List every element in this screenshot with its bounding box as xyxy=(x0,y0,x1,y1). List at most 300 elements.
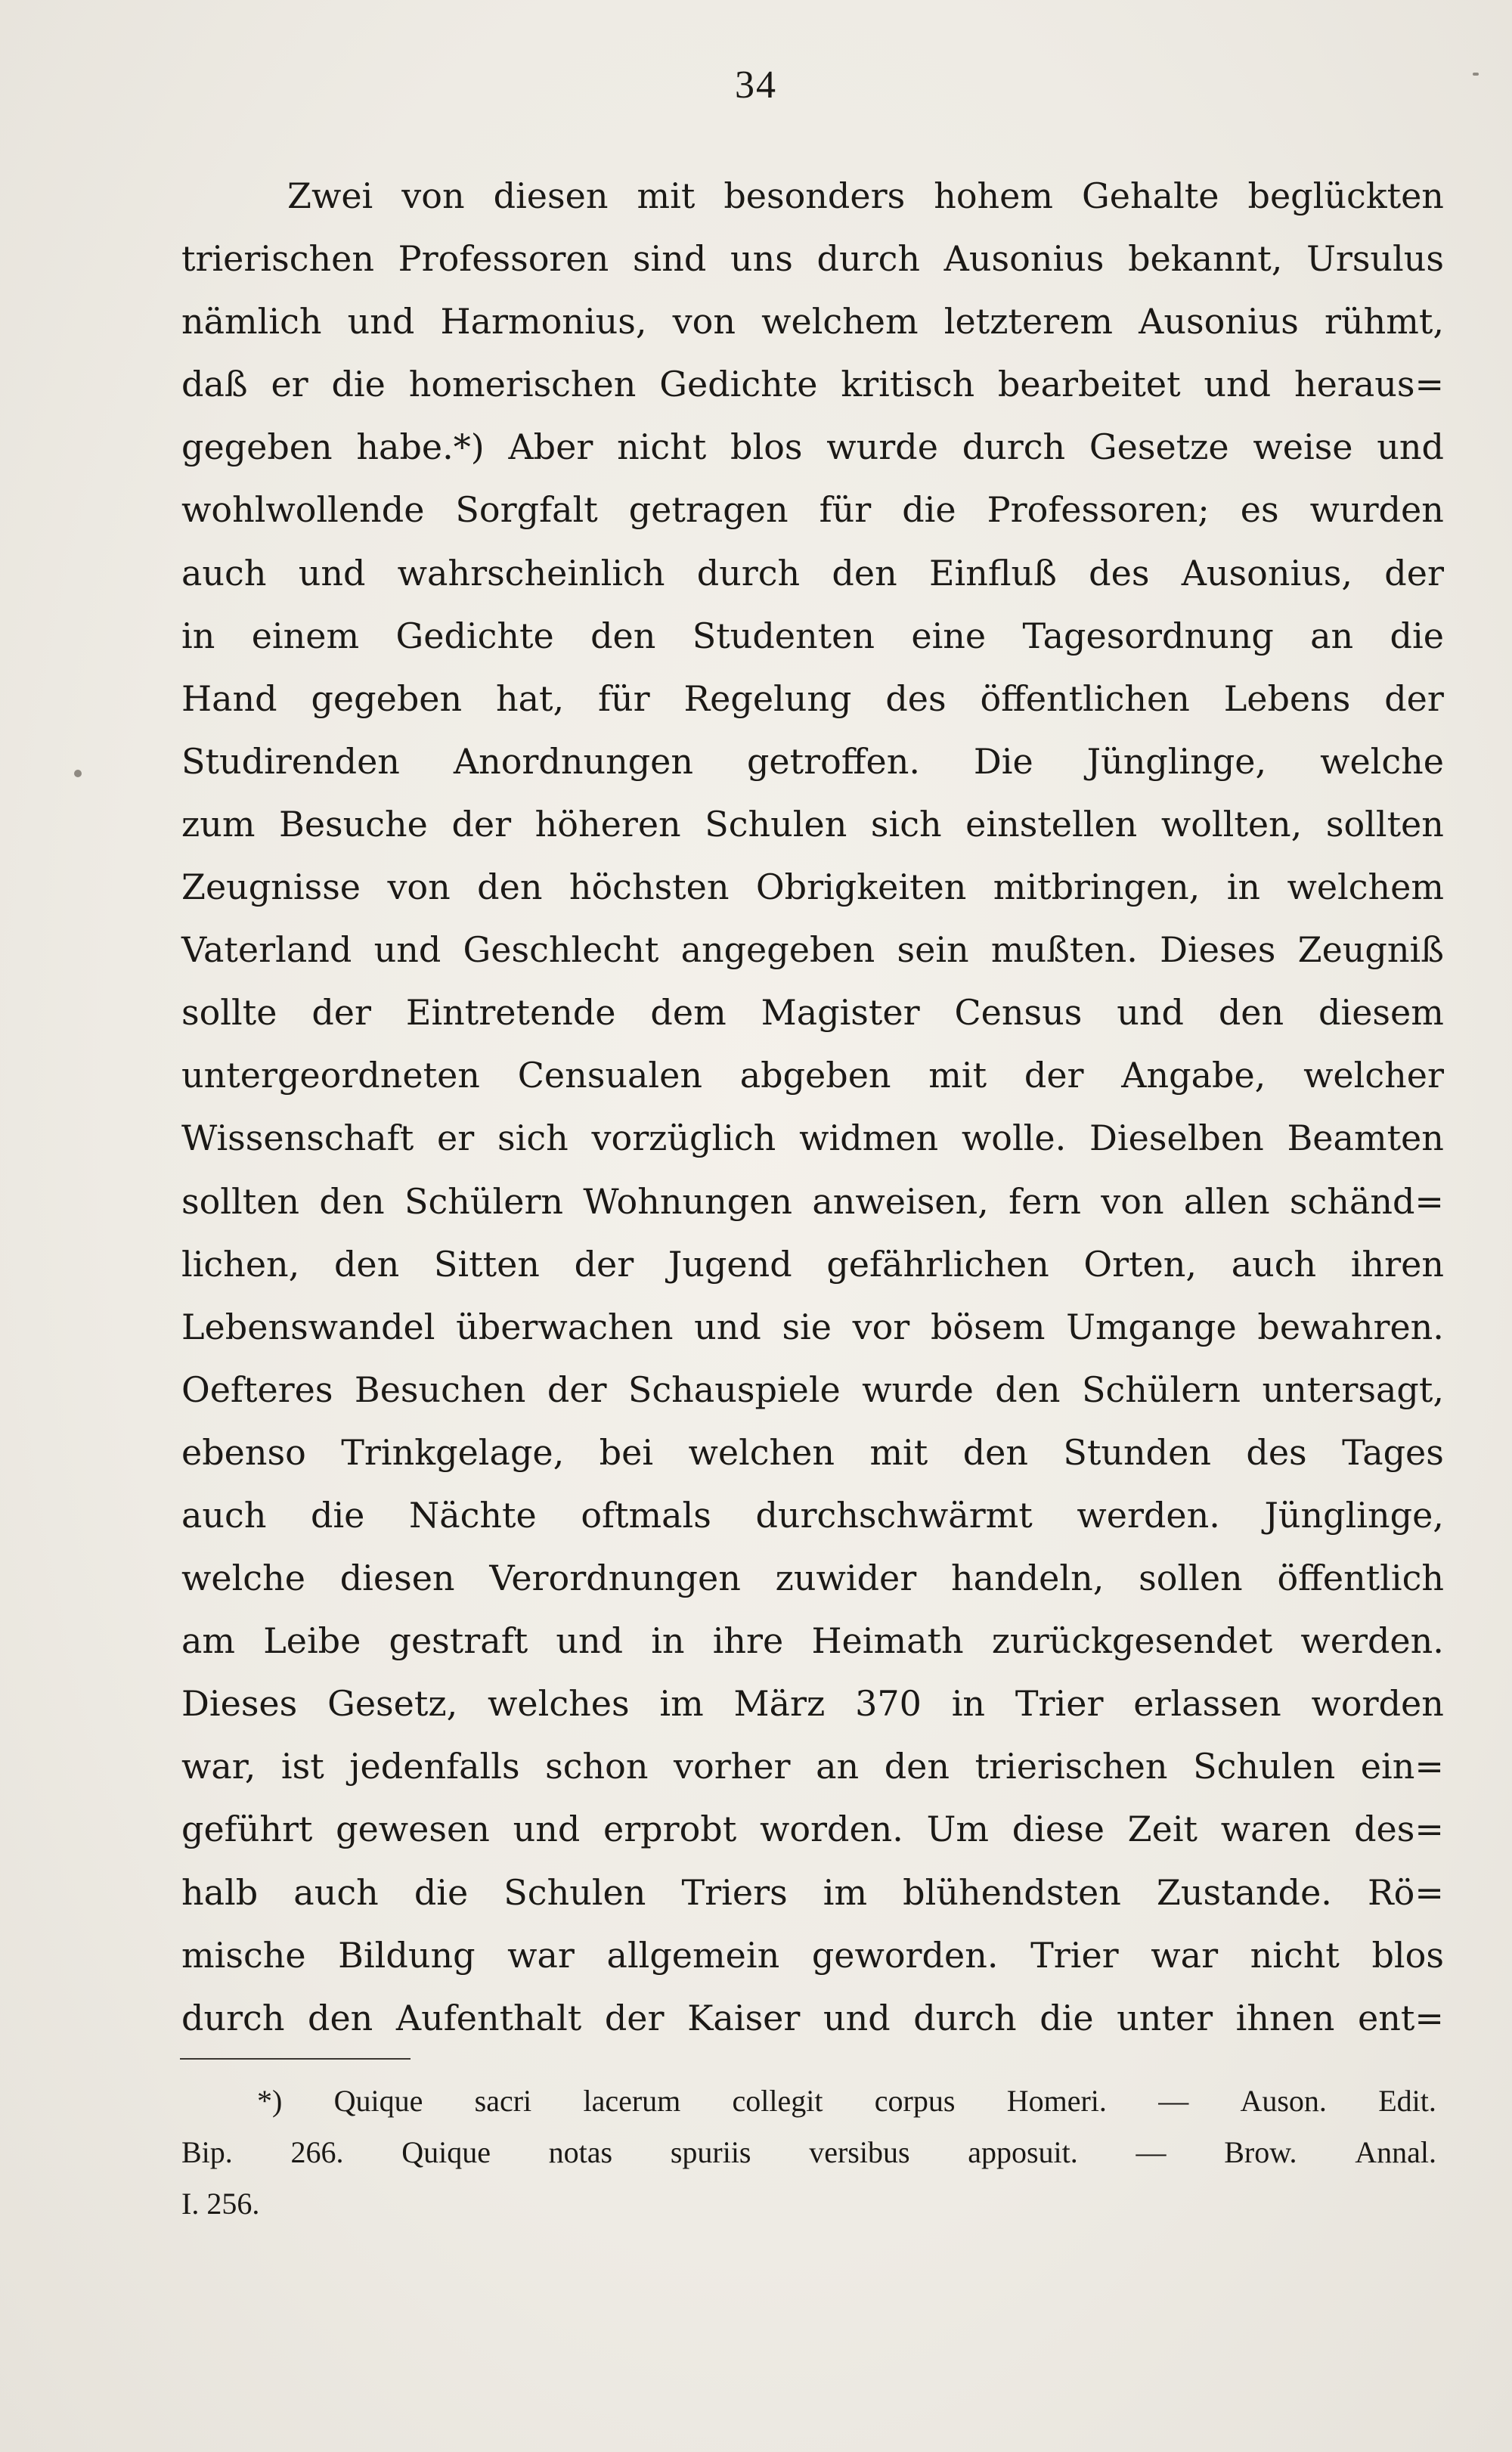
word: Professoren; xyxy=(987,489,1210,531)
word: Jugend xyxy=(668,1243,792,1285)
word: Um xyxy=(926,1809,990,1850)
text-line xyxy=(181,165,1444,228)
word: beglückten xyxy=(1247,175,1444,216)
text-line xyxy=(181,1547,1444,1610)
word: Lebenswandel xyxy=(181,1306,435,1347)
text-line xyxy=(181,668,1444,730)
word: einstellen xyxy=(965,803,1138,845)
word: Kaiser xyxy=(687,1997,801,2038)
paper-speck xyxy=(1473,73,1479,76)
word: höchsten xyxy=(569,866,730,908)
word: der xyxy=(1384,552,1444,594)
word: ist xyxy=(280,1746,324,1787)
word: die xyxy=(414,1871,469,1913)
word: welche xyxy=(1320,740,1444,782)
word: ent= xyxy=(1357,1997,1444,2038)
word: bösem xyxy=(930,1306,1046,1347)
text-line xyxy=(181,1296,1444,1359)
word: bearbeitet xyxy=(997,364,1181,405)
word: wurde xyxy=(862,1369,974,1410)
word: Quique xyxy=(333,2084,423,2118)
word: den xyxy=(308,1997,373,2038)
text-line xyxy=(181,856,1444,919)
text-line xyxy=(181,1170,1444,1233)
word: von xyxy=(672,301,736,343)
word: wahrscheinlich xyxy=(397,552,665,594)
word: schon xyxy=(545,1746,649,1787)
word: er xyxy=(436,1118,475,1159)
word: der xyxy=(451,803,512,845)
word: Trinkgelage, xyxy=(341,1431,565,1473)
word: und xyxy=(823,1997,891,2038)
word: blos xyxy=(730,426,803,468)
word: für xyxy=(819,489,872,531)
word: Heimath xyxy=(811,1620,964,1662)
word: halb xyxy=(181,1871,259,1913)
word: gestraft xyxy=(389,1620,528,1662)
word: des= xyxy=(1354,1809,1444,1850)
word: Die xyxy=(973,740,1033,782)
word: mitbringen, xyxy=(993,866,1201,908)
word: Jünglinge, xyxy=(1264,1494,1444,1536)
word: Oefteres xyxy=(181,1369,333,1410)
text-line xyxy=(181,416,1444,479)
word: in xyxy=(651,1620,685,1662)
word: am xyxy=(181,1620,236,1662)
word: Obrigkeiten xyxy=(755,866,967,908)
word: anweisen, xyxy=(812,1180,989,1222)
word: Harmonius, xyxy=(440,301,647,343)
word: vorher xyxy=(674,1746,791,1787)
text-line xyxy=(181,1610,1444,1672)
word: dem xyxy=(650,992,727,1034)
word: Trier xyxy=(1015,1683,1104,1725)
word: durch xyxy=(696,552,801,594)
word: Annal. xyxy=(1355,2135,1436,2169)
word: den xyxy=(319,1180,385,1222)
word: auch xyxy=(293,1871,379,1913)
word: Schülern xyxy=(1081,1369,1241,1410)
word: März xyxy=(733,1683,826,1725)
word: bei xyxy=(599,1431,654,1473)
text-line xyxy=(181,1924,1444,1987)
word: oftmals xyxy=(581,1494,711,1536)
word: ihren xyxy=(1350,1243,1444,1285)
word: nämlich xyxy=(181,301,322,343)
word: abgeben xyxy=(739,1055,891,1096)
text-line xyxy=(181,1044,1444,1107)
word: auch xyxy=(181,552,267,594)
word: gefährlichen xyxy=(826,1243,1049,1285)
word: Leibe xyxy=(263,1620,361,1662)
text-line xyxy=(181,479,1444,541)
word: Edit. xyxy=(1378,2084,1436,2118)
word: Dieses xyxy=(181,1683,298,1725)
word: Quique xyxy=(401,2135,491,2169)
word: Trier xyxy=(1030,1934,1119,1976)
word: widmen xyxy=(799,1118,939,1159)
word: durch xyxy=(913,1997,1017,2038)
word: an xyxy=(816,1746,860,1787)
word: Schulen xyxy=(503,1871,646,1913)
word: Gesetz, xyxy=(327,1683,458,1725)
word: öffentlichen xyxy=(980,677,1190,719)
word: sich xyxy=(870,803,942,845)
word: wohlwollende xyxy=(181,489,425,531)
word: Ausonius xyxy=(1139,301,1299,343)
word: Anordnungen xyxy=(453,740,694,782)
word: sollten xyxy=(181,1180,300,1222)
text-line xyxy=(181,1421,1444,1484)
text-line xyxy=(181,730,1444,793)
word: diesen xyxy=(493,175,609,216)
word: — xyxy=(1136,2135,1167,2169)
word: blühendsten xyxy=(903,1871,1121,1913)
word: Zeit xyxy=(1127,1809,1198,1850)
word: ihnen xyxy=(1235,1997,1335,2038)
word: sollten xyxy=(1325,803,1444,845)
word: Gedichte xyxy=(395,615,554,656)
word: heraus= xyxy=(1294,364,1444,405)
word: Rö= xyxy=(1368,1871,1444,1913)
footnote-line xyxy=(181,2075,1436,2127)
text-line xyxy=(181,1672,1444,1735)
word: war, xyxy=(181,1746,256,1787)
word: an xyxy=(1310,615,1354,656)
word: den xyxy=(832,552,897,594)
word: Gehalte xyxy=(1082,175,1219,216)
text-line xyxy=(181,542,1444,605)
word: in xyxy=(181,615,215,656)
word: diesem xyxy=(1318,992,1444,1034)
word: Magister xyxy=(761,992,920,1034)
word: Orten, xyxy=(1083,1243,1198,1285)
word: getroffen. xyxy=(746,740,920,782)
text-line xyxy=(181,290,1444,353)
word: werden. xyxy=(1300,1620,1444,1662)
word: Lebens xyxy=(1223,677,1351,719)
word: Sorgfalt xyxy=(455,489,598,531)
word: sind xyxy=(632,238,707,280)
text-line xyxy=(181,1107,1444,1170)
word: lichen, xyxy=(181,1243,300,1285)
word: und xyxy=(513,1809,581,1850)
word: der xyxy=(604,1997,665,2038)
word: des xyxy=(1089,552,1150,594)
word: Aufenthalt xyxy=(395,1997,582,2038)
word: Ausonius xyxy=(943,238,1105,280)
word: 266. xyxy=(290,2135,344,2169)
word: der xyxy=(574,1243,634,1285)
word: er xyxy=(271,364,308,405)
word: die xyxy=(1040,1997,1094,2038)
word: sein xyxy=(897,929,969,971)
word: habe.*) xyxy=(356,426,485,468)
word: des xyxy=(885,677,947,719)
word: trierischen xyxy=(974,1746,1168,1787)
text-line xyxy=(181,919,1444,981)
word: gegeben xyxy=(181,426,333,468)
word: sollen xyxy=(1139,1558,1243,1599)
word: auch xyxy=(181,1494,267,1536)
text-line xyxy=(181,1484,1444,1547)
word: auch xyxy=(1231,1243,1317,1285)
word: daß xyxy=(181,364,248,405)
word: schänd= xyxy=(1289,1180,1444,1222)
word: Wissenschaft xyxy=(181,1118,414,1159)
word: und xyxy=(298,552,366,594)
word: Zwei xyxy=(287,175,373,216)
word: im xyxy=(823,1871,868,1913)
word: Hand xyxy=(181,677,277,719)
footnote-line: I. 256. xyxy=(181,2187,260,2221)
word: erprobt xyxy=(603,1809,737,1850)
text-line xyxy=(181,793,1444,856)
word: worden xyxy=(1311,1683,1444,1725)
word: corpus xyxy=(874,2084,956,2118)
word: Nächte xyxy=(408,1494,537,1536)
word: für xyxy=(598,677,650,719)
word: Schülern xyxy=(404,1180,564,1222)
word: und xyxy=(694,1306,761,1347)
word: ein= xyxy=(1360,1746,1444,1787)
word: sie xyxy=(782,1306,832,1347)
word: zurückgesendet xyxy=(991,1620,1273,1662)
word: apposuit. xyxy=(968,2135,1078,2169)
word: Census xyxy=(954,992,1083,1034)
word: diese xyxy=(1012,1809,1105,1850)
word: geworden. xyxy=(811,1934,999,1976)
text-line xyxy=(181,1987,1444,2050)
word: Bip. xyxy=(181,2135,233,2169)
word: die xyxy=(1390,615,1444,656)
word: öffentlich xyxy=(1277,1558,1444,1599)
word: mit xyxy=(869,1431,928,1473)
word: Homeri. xyxy=(1006,2084,1107,2118)
word: ebenso xyxy=(181,1431,306,1473)
word: Brow. xyxy=(1224,2135,1297,2169)
word: überwachen xyxy=(456,1306,674,1347)
word: spuriis xyxy=(670,2135,751,2169)
word: Ausonius, xyxy=(1181,552,1353,594)
text-line xyxy=(181,1798,1444,1861)
word: Zeugniß xyxy=(1297,929,1444,971)
body-text xyxy=(181,165,1444,2050)
word: Sitten xyxy=(433,1243,540,1285)
word: durch xyxy=(181,1997,285,2038)
word: versibus xyxy=(809,2135,910,2169)
word: den xyxy=(590,615,656,656)
word: handeln, xyxy=(951,1558,1105,1599)
word: wurden xyxy=(1309,489,1444,531)
word: durch xyxy=(962,426,1066,468)
text-line xyxy=(181,228,1444,290)
word: Censualen xyxy=(517,1055,702,1096)
word: es xyxy=(1240,489,1279,531)
word: Tages xyxy=(1342,1431,1444,1473)
word: Tagesordnung xyxy=(1022,615,1274,656)
word: uns xyxy=(730,238,793,280)
word: zum xyxy=(181,803,256,845)
word: sacri xyxy=(474,2084,532,2118)
word: Verordnungen xyxy=(489,1558,741,1599)
word: letzterem xyxy=(943,301,1113,343)
word: im xyxy=(659,1683,704,1725)
footnote-divider xyxy=(180,2058,411,2060)
word: Studenten xyxy=(692,615,875,656)
word: den xyxy=(962,1431,1028,1473)
word: mit xyxy=(637,175,696,216)
text-line xyxy=(181,1735,1444,1798)
word: unter xyxy=(1117,1997,1213,2038)
word: Stunden xyxy=(1063,1431,1211,1473)
word: den xyxy=(884,1746,950,1787)
word: Dieses xyxy=(1160,929,1276,971)
word: weise xyxy=(1253,426,1353,468)
word: diesen xyxy=(339,1558,455,1599)
word: Umgange xyxy=(1066,1306,1237,1347)
word: sollte xyxy=(181,992,277,1034)
word: und xyxy=(373,929,442,971)
word: Vaterland xyxy=(181,929,352,971)
word: den xyxy=(995,1369,1061,1410)
word: Beamten xyxy=(1287,1118,1444,1159)
word: Dieselben xyxy=(1089,1118,1264,1159)
word: Schulen xyxy=(1193,1746,1336,1787)
word: kritisch xyxy=(841,364,975,405)
text-line xyxy=(181,1359,1444,1421)
word: die xyxy=(902,489,956,531)
word: mit xyxy=(928,1055,987,1096)
word: den xyxy=(333,1243,400,1285)
word: höheren xyxy=(534,803,681,845)
footnote-line xyxy=(181,2127,1436,2178)
word: Gesetze xyxy=(1089,426,1229,468)
word: rühmt, xyxy=(1325,301,1444,343)
word: wollten, xyxy=(1160,803,1303,845)
word: Professoren xyxy=(398,238,609,280)
word: Regelung xyxy=(683,677,852,719)
word: hat, xyxy=(495,677,565,719)
word: des xyxy=(1246,1431,1307,1473)
word: Einfluß xyxy=(928,552,1057,594)
word: den xyxy=(477,866,543,908)
word: bewahren. xyxy=(1257,1306,1444,1347)
word: die xyxy=(311,1494,365,1536)
word: getragen xyxy=(628,489,789,531)
word: gewesen xyxy=(336,1809,490,1850)
word: jedenfalls xyxy=(349,1746,520,1787)
word: welchem xyxy=(761,301,919,343)
word: mische xyxy=(181,1934,306,1976)
word: zuwider xyxy=(775,1558,917,1599)
word: waren xyxy=(1220,1809,1331,1850)
word: in xyxy=(1226,866,1261,908)
word: Besuche xyxy=(279,803,428,845)
word: allgemein xyxy=(606,1934,780,1976)
word: Gedichte xyxy=(659,364,818,405)
footnote xyxy=(181,2075,1436,2230)
word: von xyxy=(401,175,465,216)
word: gegeben xyxy=(311,677,463,719)
text-line xyxy=(181,981,1444,1044)
word: von xyxy=(1101,1180,1164,1222)
word: fern xyxy=(1009,1180,1081,1222)
word: Auson. xyxy=(1240,2084,1327,2118)
word: welchem xyxy=(1287,866,1444,908)
word: in xyxy=(951,1683,986,1725)
word: eine xyxy=(911,615,987,656)
word: vor xyxy=(852,1306,910,1347)
word: collegit xyxy=(732,2084,823,2118)
word: von xyxy=(387,866,451,908)
word: und xyxy=(1117,992,1184,1034)
word: Besuchen xyxy=(354,1369,526,1410)
word: der xyxy=(547,1369,607,1410)
word: lacerum xyxy=(583,2084,681,2118)
word: Geschlecht xyxy=(463,929,659,971)
word: werden. xyxy=(1077,1494,1220,1536)
word: Studirenden xyxy=(181,740,400,782)
word: und xyxy=(1204,364,1272,405)
word: Angabe, xyxy=(1121,1055,1266,1096)
word: welche xyxy=(181,1558,305,1599)
word: der xyxy=(311,992,371,1034)
page-number: 34 xyxy=(735,64,777,107)
word: trierischen xyxy=(181,238,374,280)
word: welchen xyxy=(688,1431,835,1473)
word: Triers xyxy=(681,1871,788,1913)
word: erlassen xyxy=(1133,1683,1281,1725)
word: sich xyxy=(497,1118,569,1159)
word: Zustande. xyxy=(1156,1871,1332,1913)
text-line xyxy=(181,353,1444,416)
word: einem xyxy=(251,615,360,656)
word: und xyxy=(556,1620,624,1662)
word: Schauspiele xyxy=(627,1369,841,1410)
word: untersagt, xyxy=(1262,1369,1444,1410)
word: — xyxy=(1158,2084,1189,2118)
text-line xyxy=(181,1861,1444,1924)
word: 370 xyxy=(855,1683,922,1725)
word: wolle. xyxy=(961,1118,1067,1159)
word: ihre xyxy=(712,1620,784,1662)
word: angegeben xyxy=(680,929,875,971)
word: die xyxy=(331,364,386,405)
word: besonders xyxy=(723,175,906,216)
word: und xyxy=(347,301,415,343)
word: und xyxy=(1377,426,1444,468)
word: durch xyxy=(816,238,920,280)
word: Zeugnisse xyxy=(181,866,361,908)
word: wurde xyxy=(826,426,938,468)
text-line xyxy=(181,605,1444,668)
word: nicht xyxy=(617,426,707,468)
paper-speck xyxy=(74,770,82,777)
word: allen xyxy=(1183,1180,1270,1222)
word: geführt xyxy=(181,1809,313,1850)
word: Wohnungen xyxy=(583,1180,793,1222)
word: Aber xyxy=(508,426,593,468)
word: nicht xyxy=(1250,1934,1340,1976)
word: mußten. xyxy=(990,929,1138,971)
word: notas xyxy=(548,2135,613,2169)
word: untergeordneten xyxy=(181,1055,480,1096)
word: Jünglinge, xyxy=(1086,740,1267,782)
word: der xyxy=(1024,1055,1084,1096)
word: homerischen xyxy=(408,364,637,405)
word: der xyxy=(1384,677,1444,719)
